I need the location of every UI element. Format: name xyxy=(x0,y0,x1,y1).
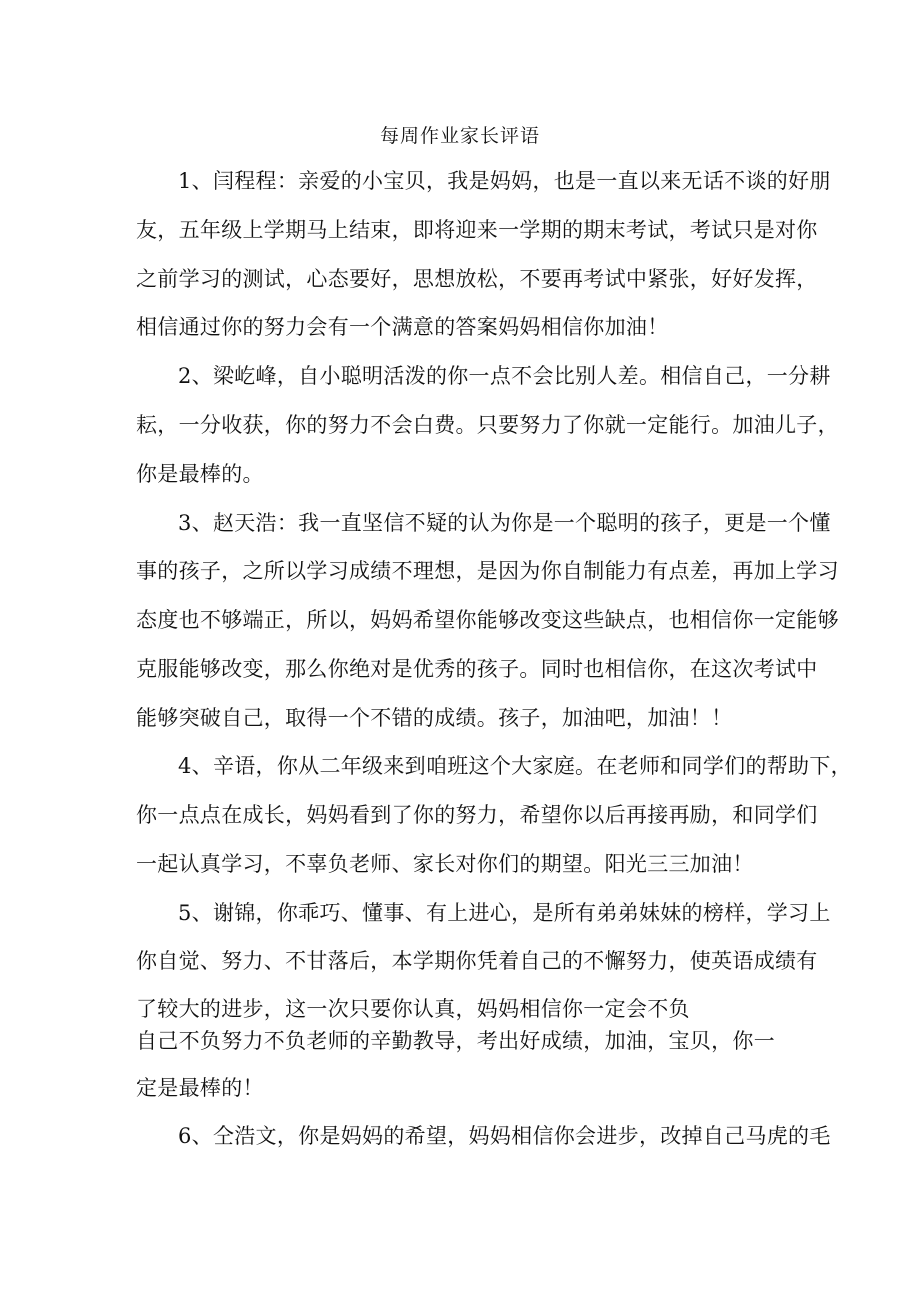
paragraph-4-line-2: 你一点点在成长，妈妈看到了你的努力，希望你以后再接再励，和同学们 xyxy=(136,803,818,827)
paragraph-5-line-4: 自己不负努力不负老师的辛勤教导，考出好成绩，加油，宝贝，你一 xyxy=(136,1029,775,1053)
paragraph-5-line-1: 5、谢锦，你乖巧、懂事、有上进心，是所有弟弟妹妹的榜样，学习上 xyxy=(178,901,831,925)
paragraph-1-line-2: 友，五年级上学期马上结束，即将迎来一学期的期末考试，考试只是对你 xyxy=(136,218,818,242)
paragraph-2-line-1: 2、梁屹峰，自小聪明活泼的你一点不会比别人差。相信自己，一分耕 xyxy=(178,364,831,388)
paragraph-5-line-2: 你自觉、努力、不甘落后，本学期你凭着自己的不懈努力，使英语成绩有 xyxy=(136,949,818,973)
paragraph-2-line-2: 耘，一分收获，你的努力不会白费。只要努力了你就一定能行。加油儿子， xyxy=(136,413,839,437)
paragraph-1-line-4: 相信通过你的努力会有一个满意的答案妈妈相信你加油！ xyxy=(136,315,669,339)
paragraph-3-line-2: 事的孩子，之所以学习成绩不理想，是因为你自制能力有点差，再加上学习 xyxy=(136,559,839,583)
paragraph-4-line-3: 一起认真学习，不辜负老师、家长对你们的期望。阳光三三加油！ xyxy=(136,852,754,876)
paragraph-5-line-3: 了较大的进步，这一次只要你认真，妈妈相信你一定会不负 xyxy=(136,997,690,1021)
paragraph-3-line-1: 3、赵天浩：我一直坚信不疑的认为你是一个聪明的孩子，更是一个懂 xyxy=(178,511,831,535)
paragraph-2-line-3: 你是最棒的。 xyxy=(136,462,264,486)
page-title: 每周作业家长评语 xyxy=(379,125,540,147)
paragraph-3-line-4: 克服能够改变，那么你绝对是优秀的孩子。同时也相信你，在这次考试中 xyxy=(136,657,818,681)
paragraph-6-line-1: 6、仝浩文，你是妈妈的希望，妈妈相信你会进步，改掉自己马虎的毛 xyxy=(178,1124,831,1148)
paragraph-3-line-3: 态度也不够端正，所以，妈妈希望你能够改变这些缺点，也相信你一定能够 xyxy=(136,608,839,632)
paragraph-3-line-5: 能够突破自己，取得一个不错的成绩。孩子，加油吧，加油！！ xyxy=(136,706,733,730)
paragraph-1-line-3: 之前学习的测试，心态要好，思想放松，不要再考试中紧张，好好发挥， xyxy=(136,267,818,291)
paragraph-4-line-1: 4、辛语，你从二年级来到咱班这个大家庭。在老师和同学们的帮助下， xyxy=(178,754,852,778)
paragraph-1-line-1: 1、闫程程：亲爱的小宝贝，我是妈妈，也是一直以来无话不谈的好朋 xyxy=(178,169,831,193)
paragraph-5-line-5: 定是最棒的！ xyxy=(136,1076,264,1100)
